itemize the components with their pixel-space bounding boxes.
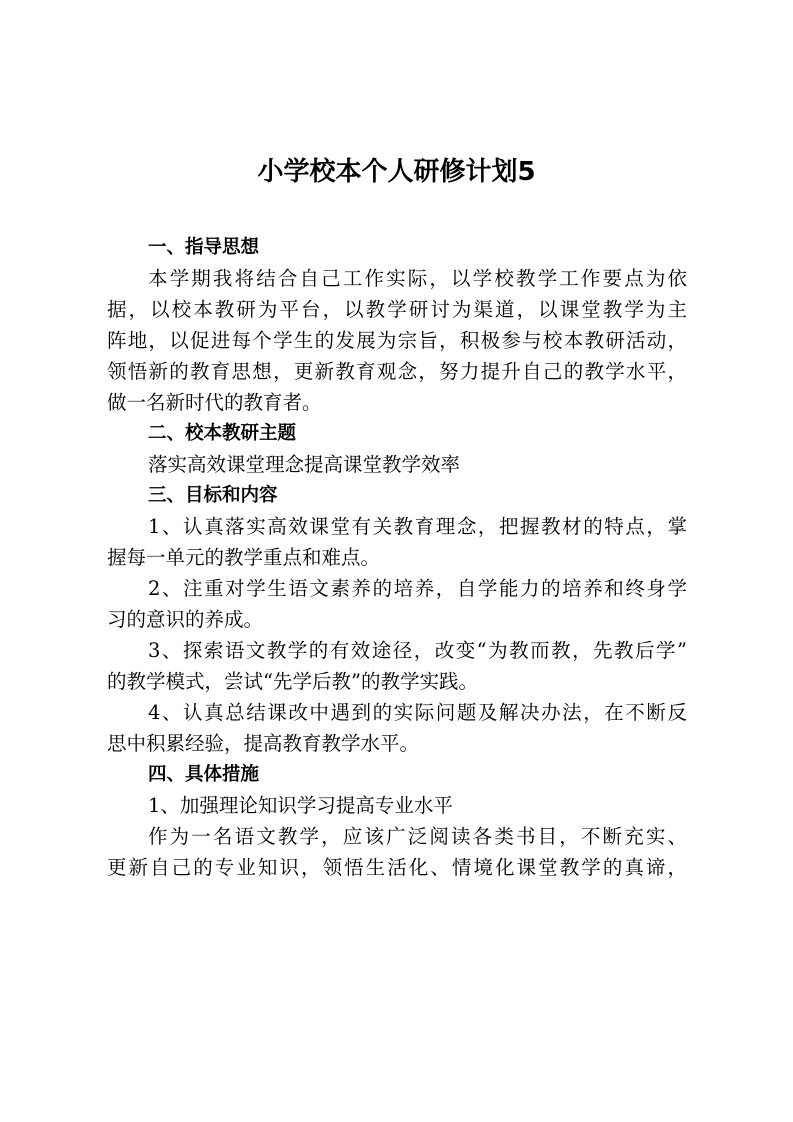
- paragraph-line: 的教学模式，尝试“先学后教”的教学实践。: [107, 670, 478, 693]
- paragraph-line: 更新自己的专业知识，领悟生活化、情境化课堂教学的真谛，: [107, 856, 687, 879]
- section-heading: 四、具体措施: [148, 764, 260, 785]
- paragraph-line: 阵地，以促进每个学生的发展为宗旨，积极参与校本教研活动，: [107, 329, 687, 352]
- paragraph-line: 1、认真落实高效课堂有关教育理念，把握教材的特点，掌: [148, 515, 687, 538]
- paragraph-line: 落实高效课堂理念提高课堂教学效率: [148, 453, 461, 476]
- paragraph-line: 做一名新时代的教育者。: [107, 391, 322, 414]
- paragraph-line: 4、认真总结课改中遇到的实际问题及解决办法，在不断反: [148, 701, 687, 724]
- paragraph-line: 本学期我将结合自己工作实际，以学校教学工作要点为依: [148, 267, 687, 290]
- document-title: 小学校本个人研修计划5: [257, 157, 536, 187]
- document-body: [107, 232, 687, 883]
- paragraph-line: 3、探索语文教学的有效途径，改变“为教而教，先教后学”: [148, 639, 687, 662]
- paragraph-line: 习的意识的养成。: [107, 608, 264, 631]
- paragraph-line: 据，以校本教研为平台，以教学研讨为渠道，以课堂教学为主: [107, 298, 687, 321]
- paragraph-line: 2、注重对学生语文素养的培养，自学能力的培养和终身学: [148, 577, 687, 600]
- section-heading: 二、校本教研主题: [148, 423, 297, 444]
- paragraph-line: 1、加强理论知识学习提高专业水平: [148, 794, 453, 817]
- paragraph-line: 领悟新的教育思想，更新教育观念，努力提升自己的教学水平，: [107, 360, 687, 383]
- paragraph-line: 作为一名语文教学，应该广泛阅读各类书目，不断充实、: [148, 825, 687, 848]
- section-heading: 三、目标和内容: [148, 485, 278, 506]
- paragraph-line: 握每一单元的教学重点和难点。: [107, 546, 381, 569]
- section-heading: 一、指导思想: [148, 237, 260, 258]
- paragraph-line: 思中积累经验，提高教育教学水平。: [107, 732, 420, 755]
